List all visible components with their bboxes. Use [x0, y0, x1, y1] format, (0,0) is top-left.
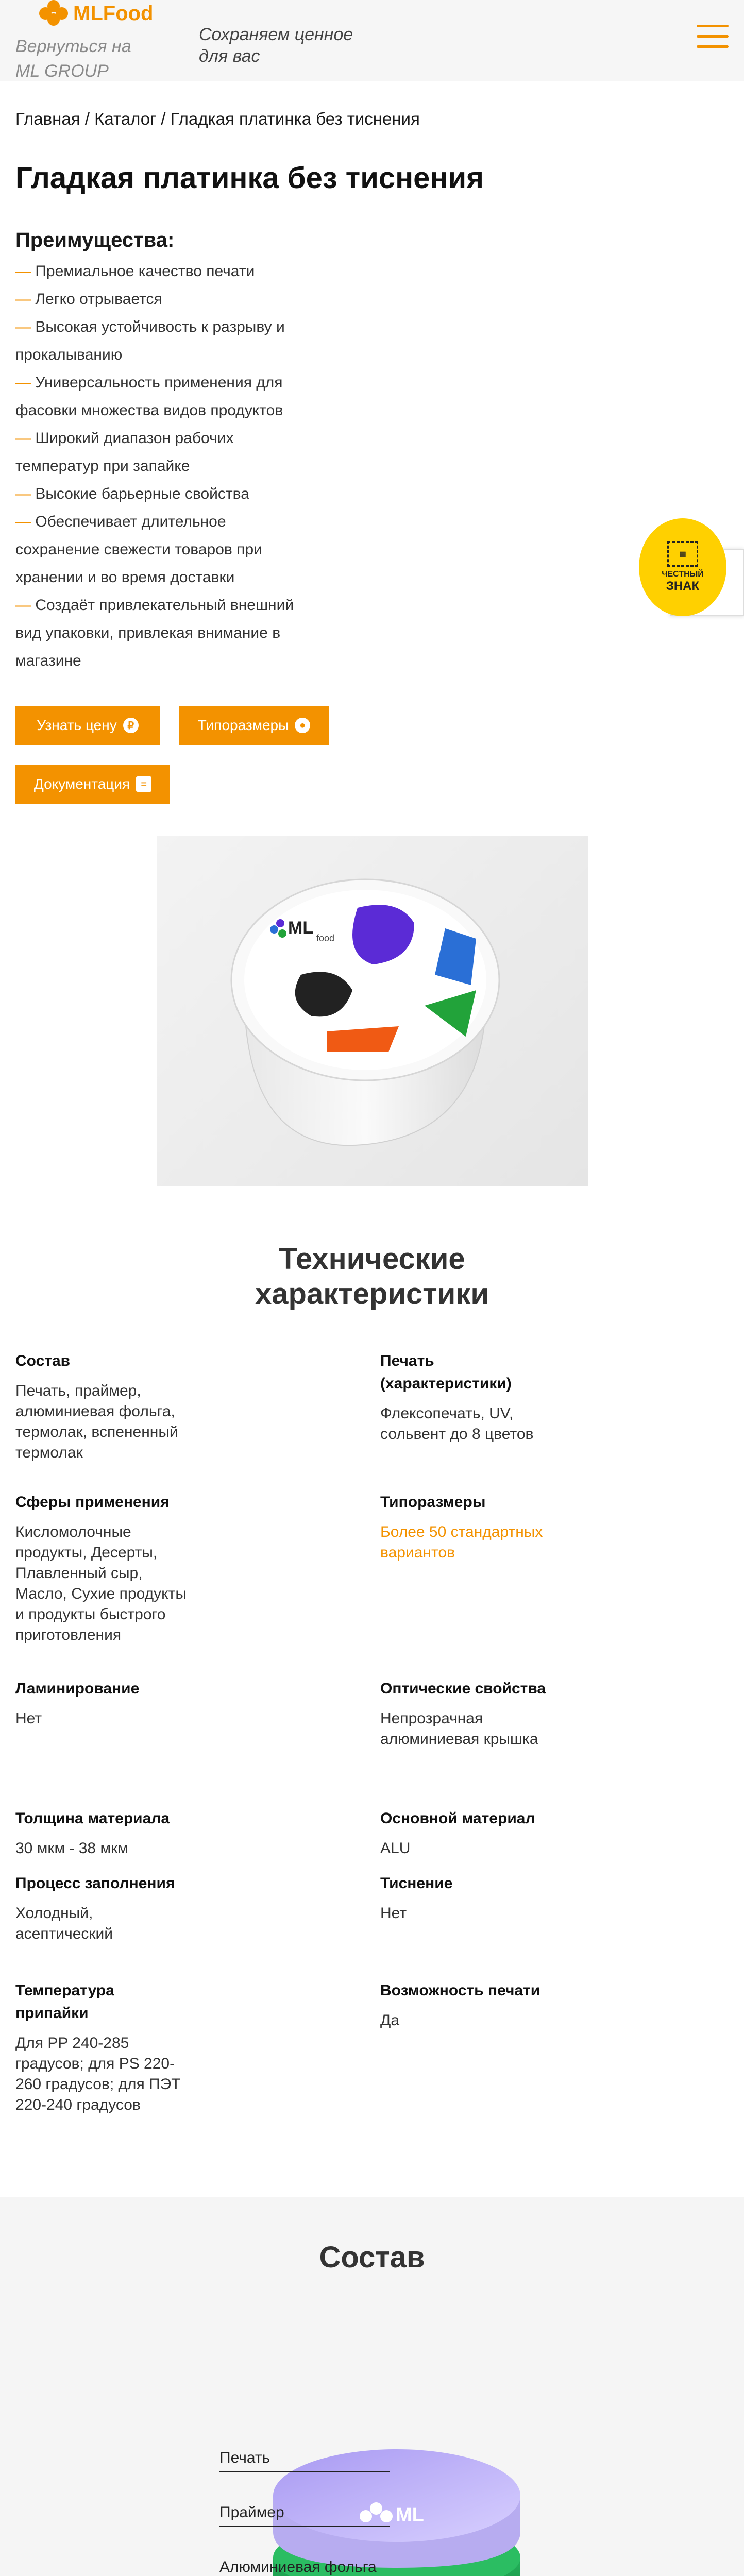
layers-illustration: [0, 2197, 744, 2576]
svg-text:ML: ML: [288, 918, 314, 938]
spec-item: Печать (характеристики) Флексопечать, UV, сольвент до 8 цветов: [380, 1352, 534, 1443]
honest-sign-badge[interactable]: ▦ ЧЕСТНЫЙ ЗНАК: [639, 518, 726, 616]
spec-item: Сферы применения Кисломолочные продукты, Десерты, Плавленный сыр, Масло, Сухие продукты и продукты быстрого приготовления: [15, 1494, 187, 1643]
logo-icon: [39, 0, 69, 27]
list-item: — Универсальность применения для фасовки множества видов продуктов: [15, 369, 304, 425]
list-item: — Легко отрывается: [15, 285, 304, 313]
datamatrix-icon: ▦: [667, 541, 698, 567]
menu-burger-icon[interactable]: [697, 25, 729, 50]
product-illustration: [157, 836, 588, 1186]
sizes-link[interactable]: Более 50 стандартных вариантов: [380, 1523, 543, 1561]
document-icon: ≡: [136, 776, 151, 792]
spec-item: Температура припайки Для PP 240-285 градусов; для PS 220-260 градусов; для ПЭТ 220-240 градусов: [15, 1982, 181, 2113]
logo[interactable]: [39, 0, 154, 27]
layer-line: [219, 2471, 390, 2472]
list-item: — Широкий диапазон рабочих температур при запайке: [15, 425, 304, 480]
chat-icon: ●: [295, 718, 310, 733]
list-item: — Премиальное качество печати: [15, 258, 304, 285]
spec-item: Тиснение Нет: [380, 1875, 453, 1922]
list-item: — Обеспечивает длительное сохранение свежести товаров при хранении и во время доставки: [15, 508, 304, 591]
svg-text:ML: ML: [396, 2504, 424, 2526]
layer-line: [219, 2526, 390, 2527]
spec-item: Состав Печать, праймер, алюминиевая фольга, термолак, вспененный термолак: [15, 1352, 178, 1461]
layer-label: Праймер: [219, 2504, 284, 2521]
spec-item: Оптические свойства Непрозрачная алюминиевая крышка: [380, 1680, 546, 1748]
layer-label: Печать: [219, 2449, 270, 2466]
tech-section-title: Технические характеристики: [255, 1242, 489, 1311]
spec-item: Процесс заполнения Холодный, асептический: [15, 1875, 175, 1942]
product-image: [157, 836, 588, 1186]
spec-item: Ламинирование Нет: [15, 1680, 140, 1727]
documentation-button[interactable]: Документация ≡: [15, 765, 170, 804]
breadcrumb-current: Гладкая платинка без тиснения: [170, 109, 420, 128]
back-to-mlgroup-link[interactable]: Вернуться на ML GROUP: [15, 37, 131, 81]
spec-item: Толщина материала 30 мкм - 38 мкм: [15, 1810, 170, 1857]
spec-item: Возможность печати Да: [380, 1982, 540, 2029]
site-header: [0, 0, 744, 81]
composition-section: [0, 2197, 744, 2576]
spec-item: Основной материал ALU: [380, 1810, 535, 1857]
benefits-list: [15, 258, 304, 675]
header-slogan: Сохраняем ценное для вас: [199, 25, 353, 66]
svg-text:food: food: [316, 933, 335, 943]
list-item: — Высокие барьерные свойства: [15, 480, 304, 508]
logo-text: MLFood: [73, 2, 154, 25]
ruble-icon: ₽: [123, 718, 139, 733]
layer-label: Алюминиевая фольга: [219, 2558, 377, 2575]
breadcrumb: Главная / Каталог / Гладкая платинка без тиснения: [15, 109, 420, 128]
breadcrumb-catalog[interactable]: Каталог: [94, 109, 157, 128]
list-item: — Создаёт привлекательный внешний вид упаковки, привлекая внимание в магазине: [15, 591, 304, 675]
page-title: Гладкая платинка без тиснения: [15, 161, 484, 195]
breadcrumb-home[interactable]: Главная: [15, 109, 80, 128]
composition-title: Состав: [319, 2241, 425, 2274]
get-price-button[interactable]: Узнать цену ₽: [15, 706, 160, 745]
list-item: — Высокая устойчивость к разрыву и прокалыванию: [15, 313, 304, 369]
spec-item: Типоразмеры Более 50 стандартных вариантов: [380, 1491, 555, 1563]
benefits-heading: Преимущества:: [15, 229, 175, 251]
sizes-button[interactable]: Типоразмеры ●: [179, 706, 329, 745]
